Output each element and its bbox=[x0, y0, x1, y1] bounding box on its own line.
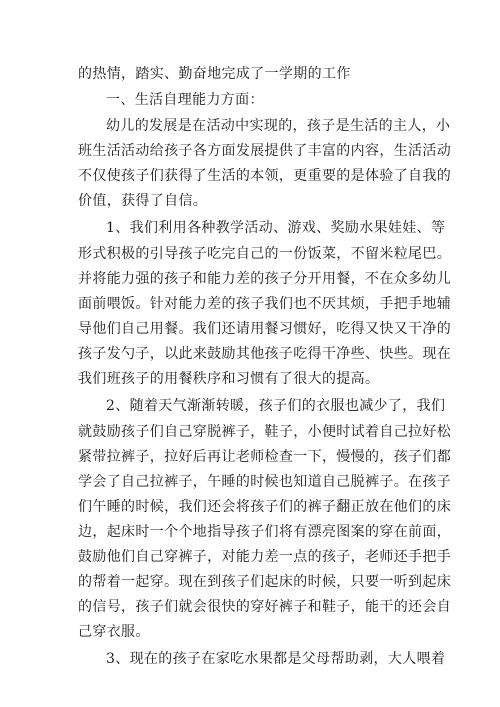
text-line: 就鼓励孩子们自己穿脱裤子，鞋子，小便时试着自己拉好松 bbox=[78, 424, 452, 440]
paragraph-first-line: 3、现在的孩子在家吃水果都是父母帮助剥，大人喂着 bbox=[106, 651, 446, 667]
text-line: 价值，获得了自信。 bbox=[78, 193, 208, 209]
text-line: 鼓励他们自己穿裤子，对能力差一点的孩子，老师还手把手 bbox=[78, 549, 452, 565]
text-line: 形式积极的引导孩子吃完自己的一份饭菜，不留米粒尾巴。 bbox=[78, 246, 452, 262]
text-line: 的信号，孩子们就会很快的穿好裤子和鞋子，能干的还会自 bbox=[78, 599, 452, 615]
text-line: 面前喂饭。针对能力差的孩子我们也不厌其烦，手把手地辅 bbox=[78, 296, 452, 312]
text-line: 己穿衣服。 bbox=[78, 624, 150, 640]
text-line: 导他们自己用餐。我们还请用餐习惯好，吃得又快又干净的 bbox=[78, 321, 452, 337]
text-line: 孩子发勺子，以此来鼓励其他孩子吃得干净些、快些。现在 bbox=[78, 346, 452, 362]
text-line: 班生活活动给孩子各方面发展提供了丰富的内容，生活活动 bbox=[78, 143, 452, 159]
text-line: 的热情，踏实、勤奋地完成了一学期的工作 bbox=[78, 66, 351, 82]
paragraph-first-line: 1、我们利用各种教学活动、游戏、奖励水果娃娃、等 bbox=[106, 220, 446, 236]
text-line: 边，起床时一个个地指导孩子们将有漂亮图案的穿在前面， bbox=[78, 524, 452, 540]
section-heading: 一、生活自理能力方面： bbox=[106, 92, 264, 108]
text-line: 并将能力强的孩子和能力差的孩子分开用餐，不在众多幼儿 bbox=[78, 271, 452, 287]
text-line: 我们班孩子的用餐秩序和习惯有了很大的提高。 bbox=[78, 371, 380, 387]
paragraph-first-line: 幼儿的发展是在活动中实现的，孩子是生活的主人，小 bbox=[106, 118, 451, 134]
text-line: 学会了自己拉裤子，午睡的时候也知道自己脱裤子。在孩子 bbox=[78, 474, 452, 490]
text-line: 紧带拉裤子，拉好后再让老师检查一下，慢慢的，孩子们都 bbox=[78, 449, 452, 465]
paragraph-first-line: 2、随着天气渐渐转暖，孩子们的衣服也减少了，我们 bbox=[106, 398, 446, 414]
text-line: 们午睡的时候，我们还会将孩子们的裤子翻正放在他们的床 bbox=[78, 499, 452, 515]
text-line: 不仅使孩子们获得了生活的本领，更重要的是体验了自我的 bbox=[78, 168, 452, 184]
text-line: 的帮着一起穿。现在到孩子们起床的时候，只要一听到起床 bbox=[78, 574, 452, 590]
